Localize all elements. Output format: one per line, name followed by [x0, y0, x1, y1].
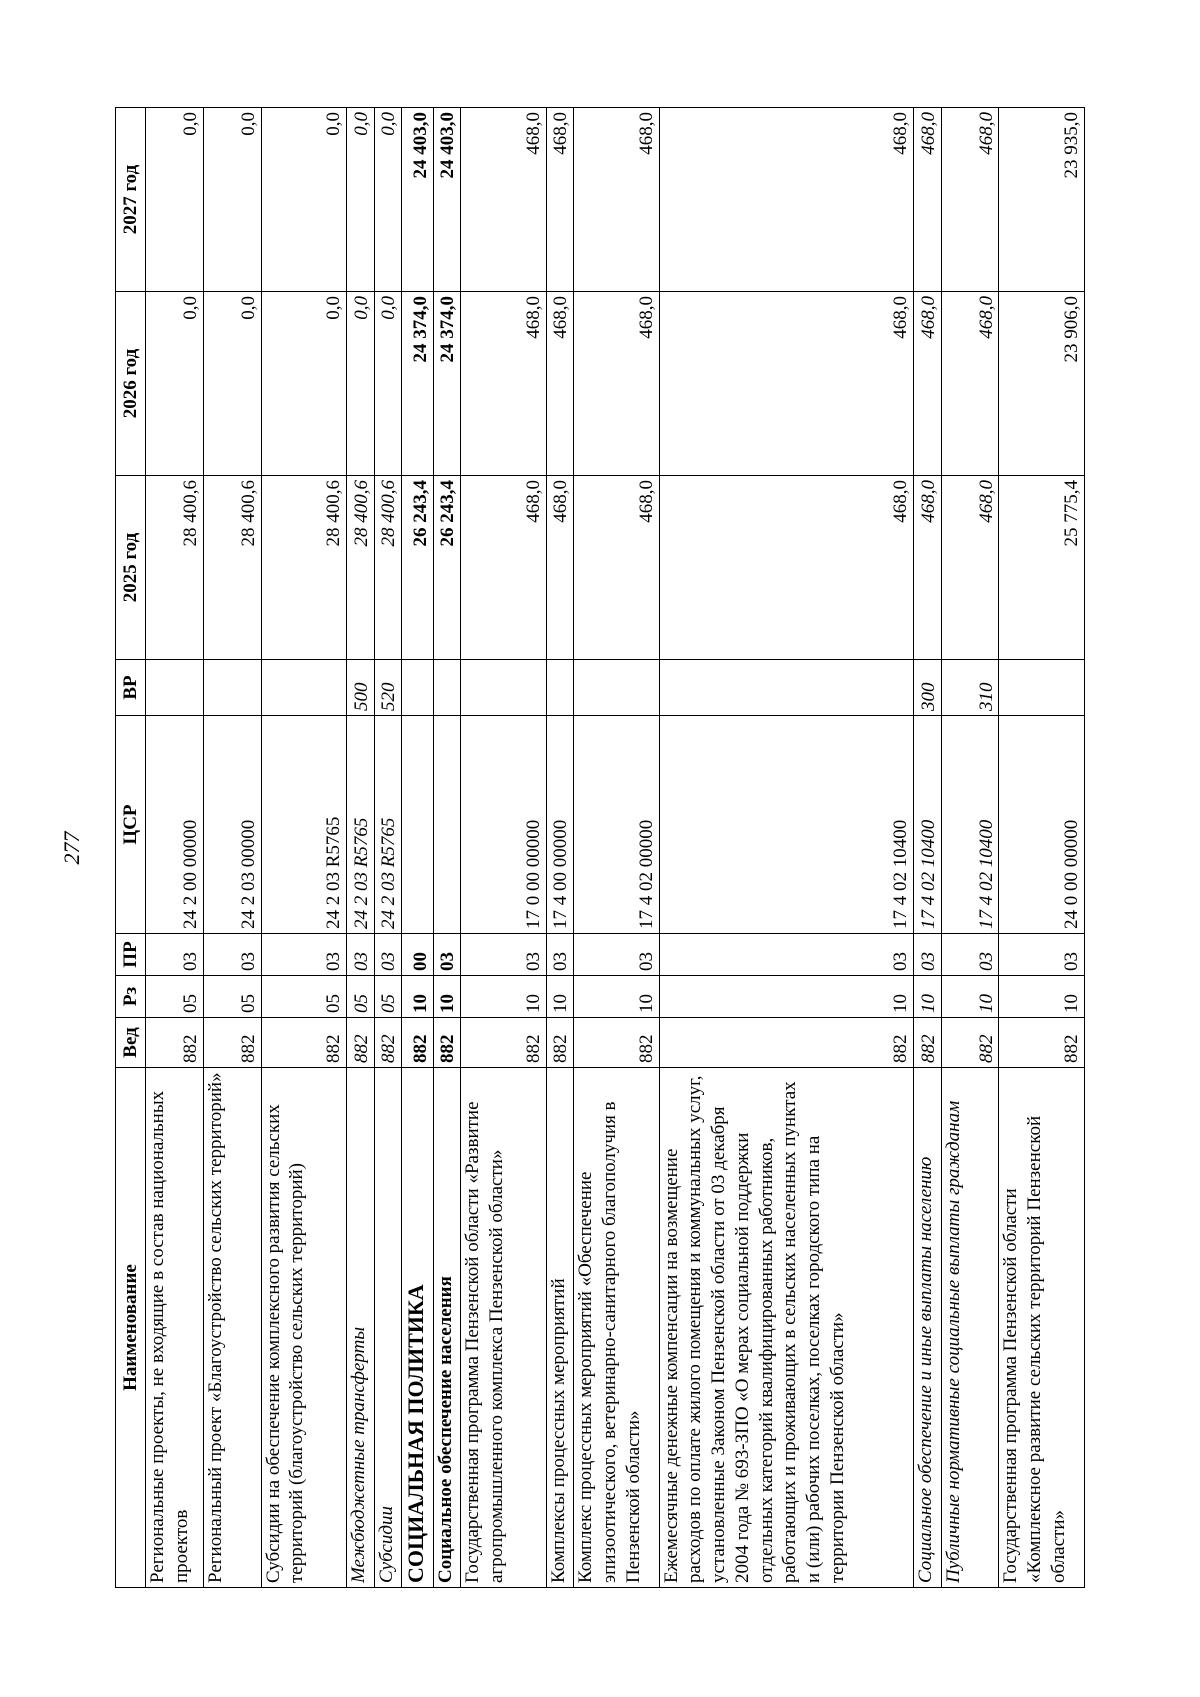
cell-csr: 17 4 02 10400 — [659, 716, 913, 934]
cell-rz: 05 — [347, 976, 374, 1018]
header-csr: ЦСР — [116, 716, 146, 934]
cell-y2025: 468,0 — [574, 476, 660, 660]
cell-y2025: 468,0 — [461, 476, 547, 660]
table-row — [374, 108, 401, 1588]
cell-pr: 03 — [941, 934, 999, 976]
cell-y2025: 28 400,6 — [203, 476, 261, 660]
cell-ved: 882 — [941, 1018, 999, 1068]
cell-vr: 500 — [347, 660, 374, 716]
cell-name: Государственная программа Пензенской области «Комплексное развитие сельских территорий Пензенской области» — [999, 1068, 1085, 1588]
cell-rz: 10 — [659, 976, 913, 1018]
cell-csr: 24 0 00 00000 — [999, 716, 1085, 934]
cell-y2025: 28 400,6 — [146, 476, 204, 660]
cell-csr: 17 4 00 00000 — [546, 716, 573, 934]
cell-pr: 00 — [402, 934, 434, 976]
header-2026: 2026 год — [116, 292, 146, 476]
cell-name: Региональный проект «Благоустройство сельских территорий» — [203, 1068, 261, 1588]
cell-ved: 882 — [999, 1018, 1085, 1068]
cell-vr — [146, 660, 204, 716]
cell-rz: 10 — [546, 976, 573, 1018]
cell-rz: 05 — [261, 976, 347, 1018]
cell-rz: 10 — [433, 976, 460, 1018]
header-2027: 2027 год — [116, 108, 146, 292]
cell-y2025: 468,0 — [546, 476, 573, 660]
cell-y2027: 24 403,0 — [402, 108, 434, 292]
header-pr: ПР — [116, 934, 146, 976]
table-row — [203, 108, 261, 1588]
cell-csr: 17 4 02 10400 — [941, 716, 999, 934]
table-row — [941, 108, 999, 1588]
header-ved: Вед — [116, 1018, 146, 1068]
table-row — [546, 108, 573, 1588]
cell-pr: 03 — [374, 934, 401, 976]
cell-y2025: 468,0 — [659, 476, 913, 660]
cell-name: Межбюджетные трансферты — [347, 1068, 374, 1588]
cell-y2027: 468,0 — [941, 108, 999, 292]
cell-vr: 310 — [941, 660, 999, 716]
cell-y2026: 24 374,0 — [402, 292, 434, 476]
table-row — [999, 108, 1085, 1588]
cell-name: Субсидии на обеспечение комплексного развития сельских территорий (благоустройство сельских территорий) — [261, 1068, 347, 1588]
header-rz: Рз — [116, 976, 146, 1018]
cell-y2025: 26 243,4 — [402, 476, 434, 660]
cell-rz: 10 — [461, 976, 547, 1018]
cell-y2027: 468,0 — [914, 108, 941, 292]
cell-ved: 882 — [914, 1018, 941, 1068]
cell-vr: 520 — [374, 660, 401, 716]
cell-y2027: 468,0 — [461, 108, 547, 292]
cell-pr: 03 — [461, 934, 547, 976]
cell-pr: 03 — [347, 934, 374, 976]
cell-vr — [574, 660, 660, 716]
cell-y2025: 26 243,4 — [433, 476, 460, 660]
cell-name: Субсидии — [374, 1068, 401, 1588]
cell-y2027: 0,0 — [146, 108, 204, 292]
cell-y2026: 0,0 — [374, 292, 401, 476]
cell-vr — [433, 660, 460, 716]
cell-y2026: 0,0 — [203, 292, 261, 476]
cell-y2026: 23 906,0 — [999, 292, 1085, 476]
cell-csr: 24 2 03 R5765 — [374, 716, 401, 934]
cell-rz: 10 — [402, 976, 434, 1018]
header-2025: 2025 год — [116, 476, 146, 660]
cell-name: Публичные нормативные социальные выплаты гражданам — [941, 1068, 999, 1588]
cell-csr: 17 4 02 10400 — [914, 716, 941, 934]
table-row — [347, 108, 374, 1588]
cell-ved: 882 — [347, 1018, 374, 1068]
cell-y2026: 468,0 — [941, 292, 999, 476]
cell-ved: 882 — [546, 1018, 573, 1068]
cell-y2025: 468,0 — [914, 476, 941, 660]
cell-y2027: 468,0 — [659, 108, 913, 292]
table-row — [659, 108, 913, 1588]
cell-ved: 882 — [433, 1018, 460, 1068]
cell-pr: 03 — [914, 934, 941, 976]
page-number: 277 — [59, 831, 84, 865]
rotated-page — [115, 108, 1085, 1588]
cell-csr: 17 4 02 00000 — [574, 716, 660, 934]
table-row — [146, 108, 204, 1588]
table-row — [433, 108, 460, 1588]
cell-csr: 24 2 03 00000 — [203, 716, 261, 934]
cell-ved: 882 — [374, 1018, 401, 1068]
cell-pr: 03 — [146, 934, 204, 976]
cell-pr: 03 — [203, 934, 261, 976]
cell-y2025: 25 775,4 — [999, 476, 1085, 660]
cell-ved: 882 — [659, 1018, 913, 1068]
cell-y2026: 468,0 — [461, 292, 547, 476]
cell-y2027: 468,0 — [546, 108, 573, 292]
cell-rz: 10 — [941, 976, 999, 1018]
header-vr: ВР — [116, 660, 146, 716]
cell-y2026: 0,0 — [347, 292, 374, 476]
header-name: Наименование — [116, 1068, 146, 1588]
table-row — [461, 108, 547, 1588]
cell-y2025: 468,0 — [941, 476, 999, 660]
cell-pr: 03 — [999, 934, 1085, 976]
cell-name: Комплексы процессных мероприятий — [546, 1068, 573, 1588]
cell-rz: 05 — [203, 976, 261, 1018]
cell-csr: 17 0 00 00000 — [461, 716, 547, 934]
cell-y2026: 468,0 — [659, 292, 913, 476]
header-row — [116, 108, 146, 1588]
table-row — [574, 108, 660, 1588]
cell-csr — [402, 716, 434, 934]
cell-y2026: 468,0 — [914, 292, 941, 476]
cell-vr — [261, 660, 347, 716]
cell-csr: 24 2 00 00000 — [146, 716, 204, 934]
table-row — [402, 108, 434, 1588]
cell-y2027: 0,0 — [347, 108, 374, 292]
budget-table — [115, 107, 1085, 1588]
cell-y2027: 0,0 — [261, 108, 347, 292]
cell-pr: 03 — [261, 934, 347, 976]
cell-rz: 10 — [914, 976, 941, 1018]
cell-vr — [203, 660, 261, 716]
cell-pr: 03 — [433, 934, 460, 976]
table-row — [261, 108, 347, 1588]
cell-pr: 03 — [546, 934, 573, 976]
cell-ved: 882 — [203, 1018, 261, 1068]
cell-pr: 03 — [659, 934, 913, 976]
cell-vr — [402, 660, 434, 716]
cell-name: СОЦИАЛЬНАЯ ПОЛИТИКА — [402, 1068, 434, 1588]
cell-vr — [546, 660, 573, 716]
cell-y2027: 468,0 — [574, 108, 660, 292]
cell-rz: 05 — [146, 976, 204, 1018]
cell-ved: 882 — [574, 1018, 660, 1068]
cell-vr — [659, 660, 913, 716]
cell-y2026: 0,0 — [261, 292, 347, 476]
cell-name: Региональные проекты, не входящие в состав национальных проектов — [146, 1068, 204, 1588]
cell-ved: 882 — [402, 1018, 434, 1068]
cell-vr — [999, 660, 1085, 716]
cell-y2026: 468,0 — [574, 292, 660, 476]
cell-name: Социальное обеспечение населения — [433, 1068, 460, 1588]
cell-y2025: 28 400,6 — [374, 476, 401, 660]
cell-vr — [461, 660, 547, 716]
cell-ved: 882 — [146, 1018, 204, 1068]
cell-csr — [433, 716, 460, 934]
cell-ved: 882 — [261, 1018, 347, 1068]
cell-y2027: 24 403,0 — [433, 108, 460, 292]
table-row — [914, 108, 941, 1588]
cell-name: Ежемесячные денежные компенсации на возмещение расходов по оплате жилого помещения и коммунальных услуг, установленные Законом Пензенской области от 03 декабря 2004 года № 693-ЗПО «О мерах социальной поддержки отдельных категорий квалифицированных работников, работающих и проживающих в сельских населенных пунктах и (или) рабочих поселках, поселках городского типа на территории Пензенской области» — [659, 1068, 913, 1588]
cell-name: Государственная программа Пензенской области «Развитие агропромышленного комплекса Пензенской области» — [461, 1068, 547, 1588]
cell-rz: 05 — [374, 976, 401, 1018]
cell-y2027: 0,0 — [203, 108, 261, 292]
cell-y2027: 23 935,0 — [999, 108, 1085, 292]
cell-rz: 10 — [999, 976, 1085, 1018]
cell-y2026: 468,0 — [546, 292, 573, 476]
cell-name: Комплекс процессных мероприятий «Обеспечение эпизоотического, ветеринарно-санитарного благополучия в Пензенской области» — [574, 1068, 660, 1588]
cell-name: Социальное обеспечение и иные выплаты населению — [914, 1068, 941, 1588]
cell-vr: 300 — [914, 660, 941, 716]
cell-y2026: 24 374,0 — [433, 292, 460, 476]
cell-csr: 24 2 03 R5765 — [347, 716, 374, 934]
cell-csr: 24 2 03 R5765 — [261, 716, 347, 934]
cell-ved: 882 — [461, 1018, 547, 1068]
cell-rz: 10 — [574, 976, 660, 1018]
cell-y2025: 28 400,6 — [261, 476, 347, 660]
cell-pr: 03 — [574, 934, 660, 976]
cell-y2027: 0,0 — [374, 108, 401, 292]
cell-y2025: 28 400,6 — [347, 476, 374, 660]
cell-y2026: 0,0 — [146, 292, 204, 476]
